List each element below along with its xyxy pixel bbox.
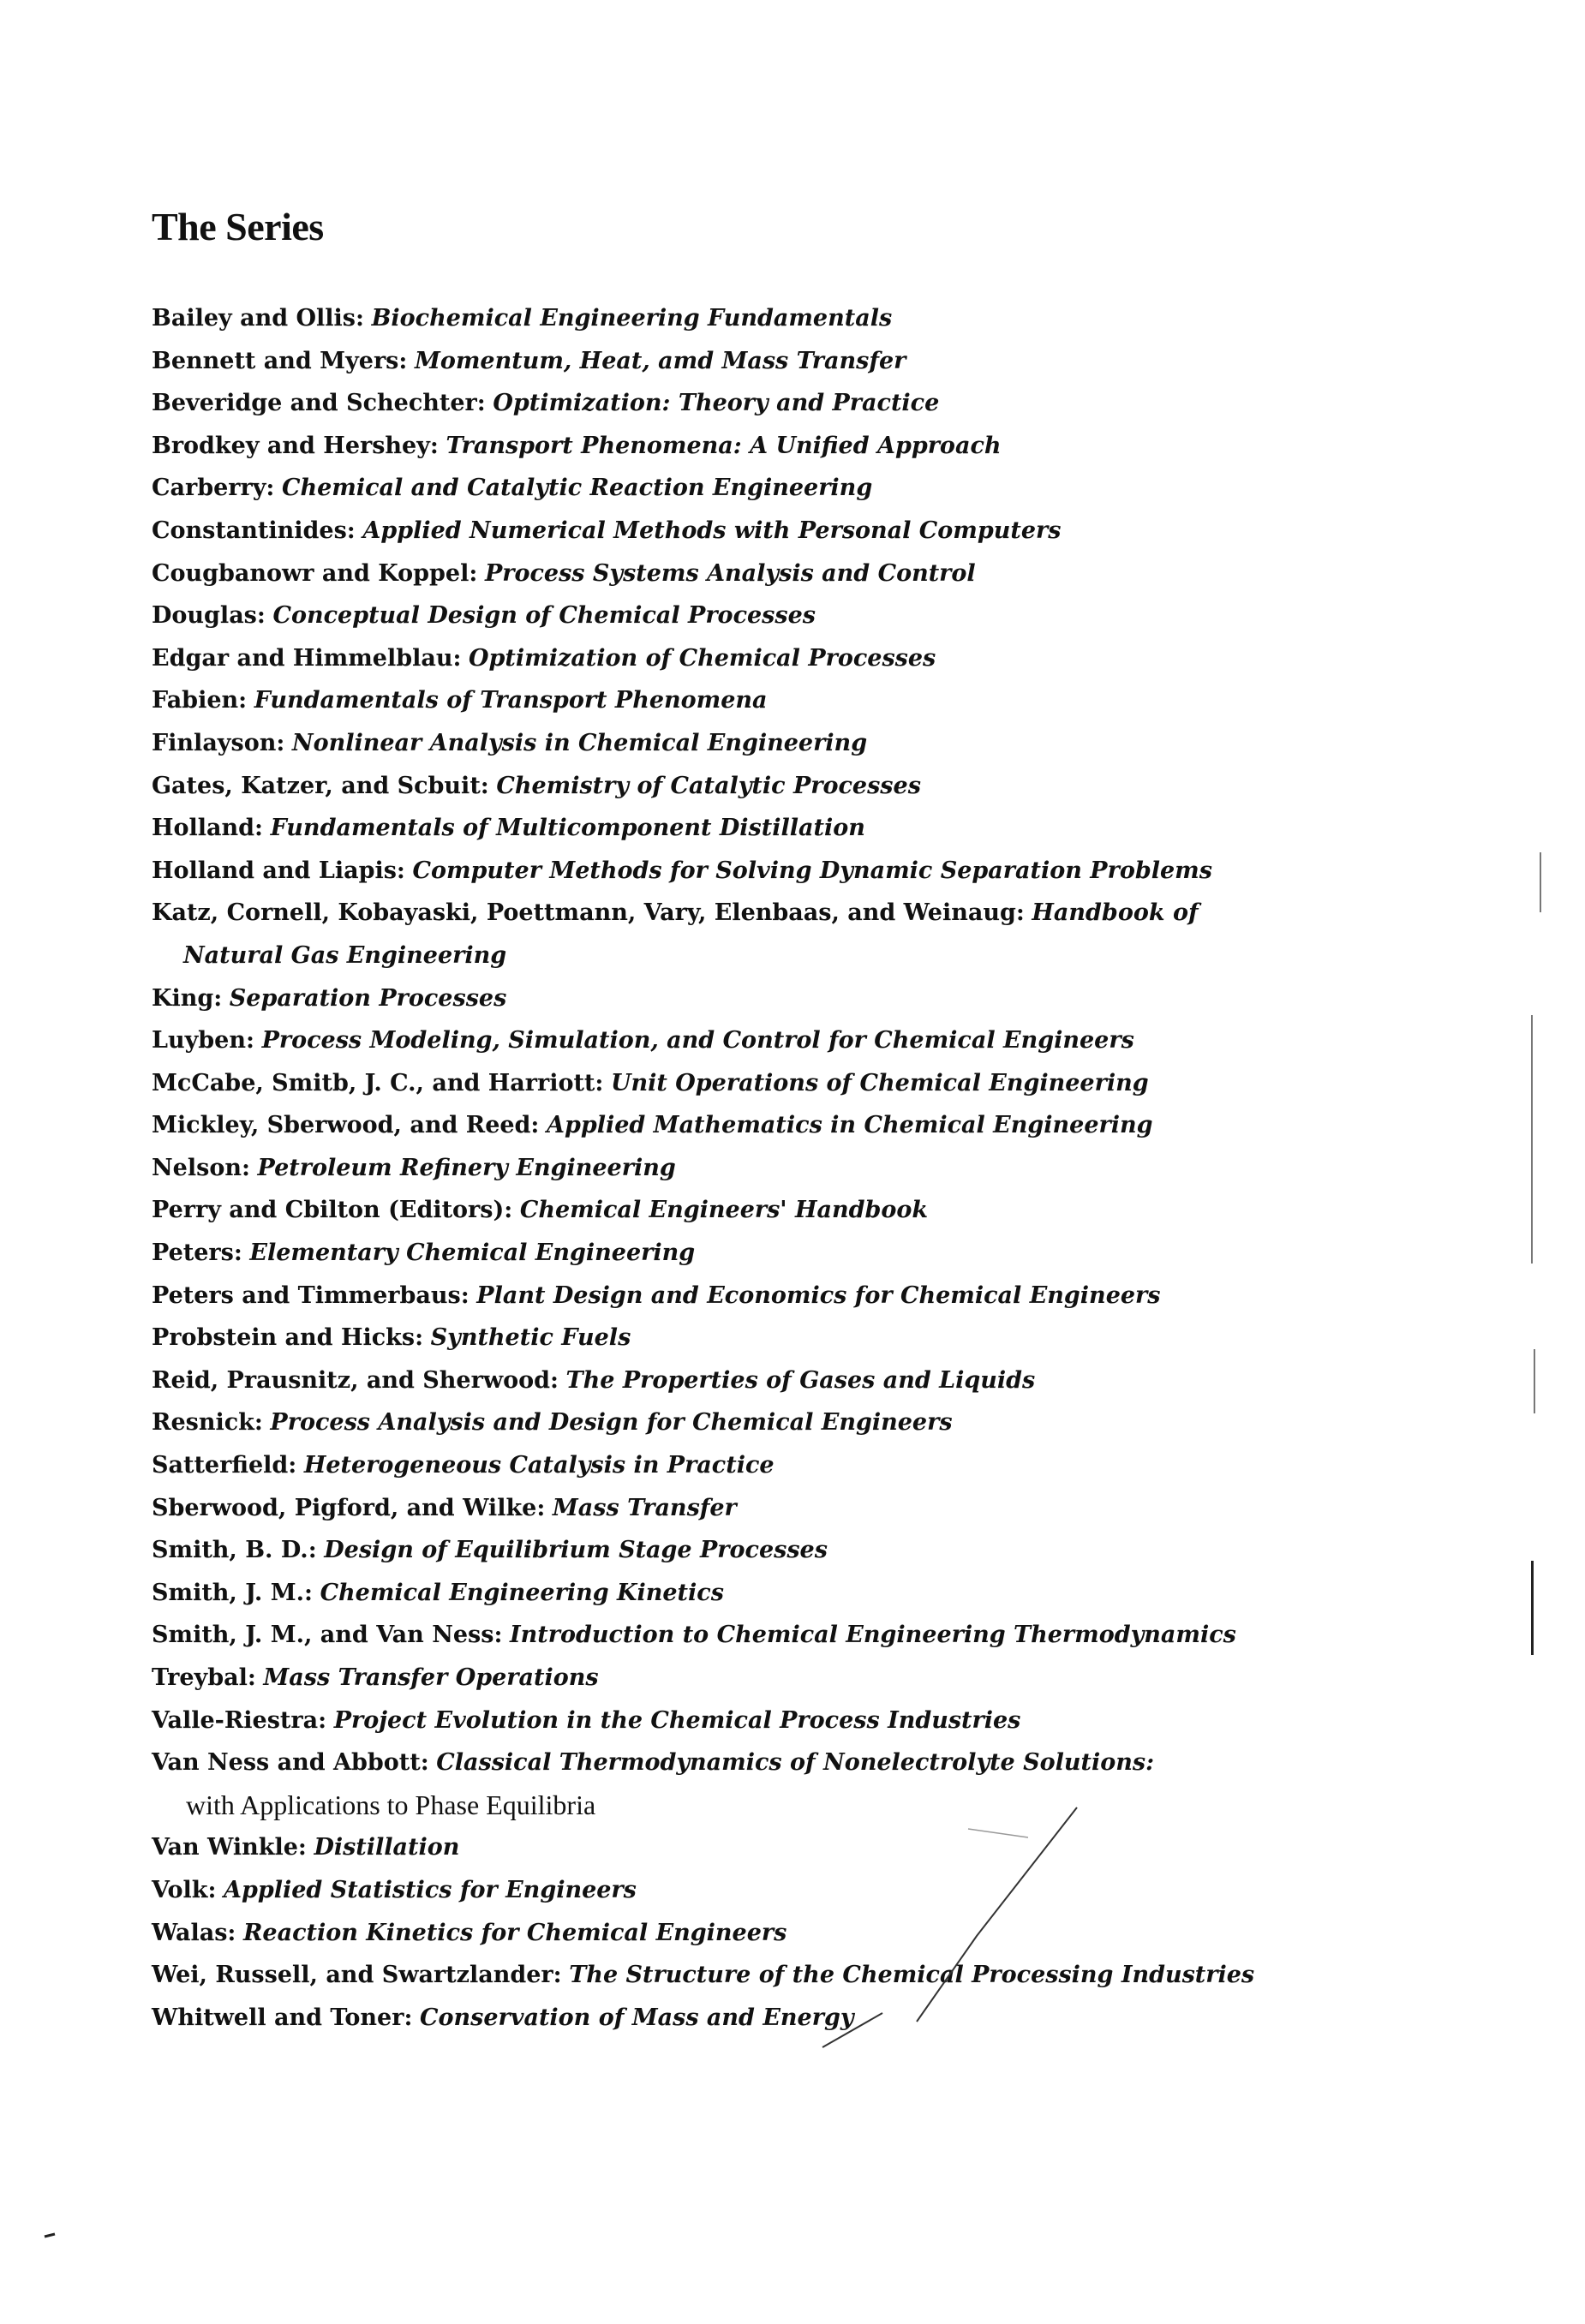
entry-title: Heterogeneous Catalysis in Practice — [303, 1452, 775, 1479]
entry-author: Cougbanowr and Koppel: — [152, 559, 478, 587]
list-item — [152, 1104, 1283, 1147]
entry-title: Conservation of Mass and Energy — [420, 2004, 854, 2031]
list-item — [152, 1359, 1283, 1402]
list-item — [152, 1147, 1283, 1190]
series-list — [152, 297, 1283, 2039]
entry-author: Walas: — [152, 1919, 236, 1946]
entry-author: Smith, B. D.: — [152, 1537, 317, 1564]
entry-author: Smith, J. M.: — [152, 1579, 313, 1606]
entry-author: Douglas: — [152, 602, 266, 630]
list-item — [152, 1019, 1283, 1062]
entry-title: Plant Design and Economics for Chemical Engineers — [476, 1281, 1161, 1309]
entry-author: McCabe, Smitb, J. C., and Harriott: — [152, 1069, 604, 1096]
entry-title: Unit Operations of Chemical Engineering — [610, 1069, 1149, 1096]
entry-title: Petroleum Refinery Engineering — [257, 1154, 676, 1181]
entry-author: Resnick: — [152, 1409, 263, 1437]
entry-title: Synthetic Fuels — [430, 1324, 631, 1352]
entry-title: Reaction Kinetics for Chemical Engineers — [242, 1919, 787, 1946]
entry-title: Applied Mathematics in Chemical Engineering — [547, 1112, 1153, 1139]
entry-title: Mass Transfer Operations — [263, 1664, 599, 1691]
entry-author: Wei, Russell, and Swartzlander: — [152, 1962, 562, 1989]
entry-author: Reid, Prausnitz, and Sherwood: — [152, 1366, 559, 1394]
entry-title: Fundamentals of Multicomponent Distillation — [270, 815, 865, 842]
entry-author: Holland and Liapis: — [152, 857, 405, 884]
entry-title: Applied Numerical Methods with Personal Computers — [362, 517, 1062, 544]
entry-author: Katz, Cornell, Kobayaski, Poettmann, Vary, Elenbaas, and Weinaug: — [152, 899, 1025, 927]
entry-title: Mass Transfer — [552, 1494, 737, 1521]
list-item-continuation — [152, 935, 1283, 977]
list-item — [152, 1742, 1283, 1784]
entry-title: Chemical and Catalytic Reaction Engineering — [281, 475, 873, 502]
entry-title: Project Evolution in the Chemical Process Industries — [333, 1706, 1021, 1734]
scan-speck — [43, 2231, 60, 2240]
list-item — [152, 892, 1283, 935]
list-item — [152, 1572, 1283, 1615]
page-title: The Series — [152, 205, 324, 248]
entry-title: Process Analysis and Design for Chemical Engineers — [270, 1409, 953, 1437]
entry-title: Elementary Chemical Engineering — [249, 1240, 696, 1267]
list-item — [152, 1614, 1283, 1657]
scan-mark — [1534, 1349, 1535, 1413]
list-item — [152, 297, 1283, 340]
list-item — [152, 807, 1283, 850]
list-item — [152, 340, 1283, 383]
entry-author: Beveridge and Schechter: — [152, 390, 486, 417]
entry-author: Gates, Katzer, and Scbuit: — [152, 772, 489, 799]
entry-title: Separation Processes — [229, 984, 507, 1012]
list-item — [152, 425, 1283, 468]
entry-title: Biochemical Engineering Fundamentals — [371, 305, 893, 332]
list-item — [152, 1275, 1283, 1317]
entry-author: Valle-Riestra: — [152, 1706, 327, 1734]
list-item — [152, 1062, 1283, 1105]
list-item — [152, 1700, 1283, 1742]
entry-author: Peters and Timmerbaus: — [152, 1281, 470, 1309]
list-item — [152, 679, 1283, 722]
pen-stroke-decoration — [771, 1790, 1114, 2064]
entry-author: Sberwood, Pigford, and Wilke: — [152, 1494, 546, 1521]
entry-author: Van Ness and Abbott: — [152, 1749, 429, 1777]
list-item — [152, 1232, 1283, 1275]
entry-author: Luyben: — [152, 1027, 254, 1054]
entry-author: Finlayson: — [152, 729, 285, 756]
entry-title: Momentum, Heat, amd Mass Transfer — [414, 347, 906, 374]
entry-title: Optimization: Theory and Practice — [493, 390, 940, 417]
entry-title-continuation: with Applications to Phase Equilibria — [186, 1789, 596, 1820]
entry-title: Design of Equilibrium Stage Processes — [324, 1537, 828, 1564]
entry-author: Volk: — [152, 1876, 217, 1903]
list-item — [152, 850, 1283, 893]
list-item — [152, 765, 1283, 808]
entry-author: Holland: — [152, 815, 264, 842]
entry-author: King: — [152, 984, 223, 1012]
entry-author: Smith, J. M., and Van Ness: — [152, 1622, 503, 1649]
entry-title: Conceptual Design of Chemical Processes — [272, 602, 816, 630]
entry-title: Chemical Engineers' Handbook — [519, 1197, 929, 1224]
list-item — [152, 553, 1283, 595]
scan-mark — [1540, 852, 1541, 912]
list-item — [152, 1657, 1283, 1700]
list-item — [152, 1401, 1283, 1444]
entry-author: Whitwell and Toner: — [152, 2004, 413, 2031]
list-item — [152, 637, 1283, 680]
entry-title-continuation: Natural Gas Engineering — [183, 941, 507, 969]
list-item — [152, 510, 1283, 553]
entry-author: Nelson: — [152, 1154, 250, 1181]
entry-title: Introduction to Chemical Engineering Thermodynamics — [510, 1622, 1236, 1649]
entry-title: The Structure of the Chemical Processing Industries — [569, 1962, 1255, 1989]
entry-author: Fabien: — [152, 687, 248, 714]
entry-author: Treybal: — [152, 1664, 256, 1691]
list-item — [152, 382, 1283, 425]
list-item — [152, 977, 1283, 1020]
entry-author: Van Winkle: — [152, 1834, 307, 1861]
entry-author: Bailey and Ollis: — [152, 305, 364, 332]
entry-title: Handbook of — [1032, 899, 1199, 927]
entry-title: Process Modeling, Simulation, and Control for Chemical Engineers — [261, 1027, 1134, 1054]
entry-title: Transport Phenomena: A Unified Approach — [446, 432, 1002, 459]
entry-title: Process Systems Analysis and Control — [484, 559, 976, 587]
entry-author: Probstein and Hicks: — [152, 1324, 424, 1352]
list-item — [152, 467, 1283, 510]
entry-title: Fundamentals of Transport Phenomena — [254, 687, 768, 714]
entry-author: Constantinides: — [152, 517, 356, 544]
list-item — [152, 1444, 1283, 1487]
scan-mark — [1531, 1561, 1534, 1655]
list-item — [152, 722, 1283, 765]
entry-title: Optimization of Chemical Processes — [469, 644, 936, 672]
entry-title: Distillation — [314, 1834, 460, 1861]
entry-title: Chemistry of Catalytic Processes — [496, 772, 921, 799]
entry-author: Peters: — [152, 1240, 242, 1267]
list-item — [152, 594, 1283, 637]
list-item — [152, 1189, 1283, 1232]
list-item — [152, 1487, 1283, 1530]
entry-title: Chemical Engineering Kinetics — [320, 1579, 724, 1606]
entry-title: Classical Thermodynamics of Nonelectrolyte Solutions: — [436, 1749, 1155, 1777]
entry-author: Mickley, Sberwood, and Reed: — [152, 1112, 540, 1139]
entry-author: Brodkey and Hershey: — [152, 432, 439, 459]
list-item — [152, 1529, 1283, 1572]
entry-title: Computer Methods for Solving Dynamic Separation Problems — [412, 857, 1212, 884]
scan-mark — [1531, 1015, 1533, 1264]
entry-title: The Properties of Gases and Liquids — [565, 1366, 1036, 1394]
list-item — [152, 1317, 1283, 1359]
entry-author: Satterfield: — [152, 1452, 297, 1479]
entry-author: Carberry: — [152, 475, 275, 502]
entry-author: Bennett and Myers: — [152, 347, 408, 374]
entry-title: Nonlinear Analysis in Chemical Engineering — [291, 729, 868, 756]
entry-author: Edgar and Himmelblau: — [152, 644, 462, 672]
entry-author: Perry and Cbilton (Editors): — [152, 1197, 513, 1224]
entry-title: Applied Statistics for Engineers — [224, 1876, 637, 1903]
